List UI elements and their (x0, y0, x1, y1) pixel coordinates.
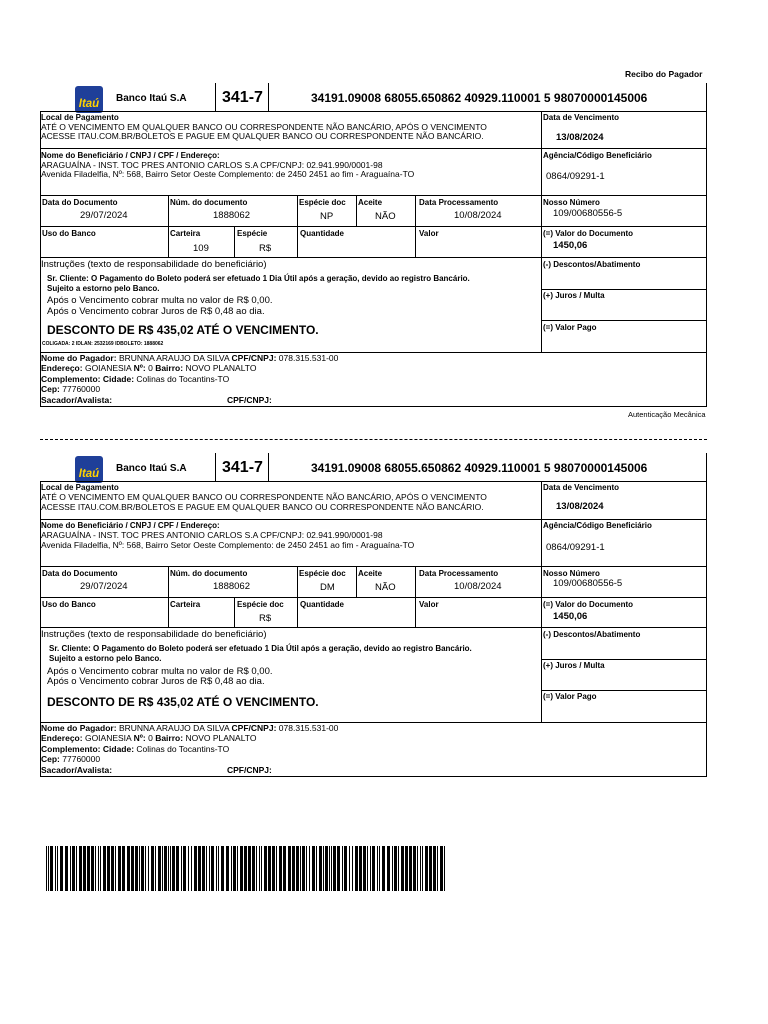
carteira-label: Carteira (170, 229, 201, 238)
num-documento-value: 1888062 (213, 210, 250, 221)
coligada-text: COLIGADA: 2 IDLAN: 2532169 IDBOLETO: 1888062 (42, 341, 164, 347)
endereco-line: Endereço: GOIANESIA Nº: 0 Bairro: NOVO PLANALTO (41, 733, 257, 743)
desconto-text: DESCONTO DE R$ 435,02 ATÉ O VENCIMENTO. (47, 323, 319, 337)
instrucoes-juros: Após o Vencimento cobrar Juros de R$ 0,48 ao dia. (47, 676, 265, 687)
quantidade-label: Quantidade (300, 229, 345, 238)
valor-documento-label: (=) Valor do Documento (543, 229, 634, 238)
uso-banco-label: Uso do Banco (42, 229, 96, 238)
pagador-line: Nome do Pagador: BRUNNA ARAUJO DA SILVA CPF/CNPJ: 078.315.531-00 (41, 723, 339, 733)
agencia-value: 0864/09291-1 (546, 542, 605, 553)
linha-digitavel[interactable]: 34191.09008 68055.650862 40929.110001 5 98070000145006 (311, 461, 648, 475)
nosso-numero-value: 109/00680556-5 (553, 208, 623, 219)
data-processamento-label: Data Processamento (419, 198, 499, 207)
especie-doc-value: NP (320, 211, 334, 222)
agencia-label: Agência/Código Beneficiário (543, 521, 652, 530)
complemento-line: Complemento: Cidade: Colinas do Tocantins-TO (41, 744, 230, 754)
valor-label: Valor (419, 229, 439, 238)
sacador-cpf-label: CPF/CNPJ: (227, 765, 272, 775)
nosso-numero-value: 109/00680556-5 (553, 578, 623, 589)
instrucoes-line2: Sujeito a estorno pelo Banco. (47, 284, 160, 293)
especie-value: R$ (259, 613, 272, 624)
agencia-label: Agência/Código Beneficiário (543, 151, 652, 160)
data-documento-label: Data do Documento (42, 569, 118, 578)
local-pagamento-line2: ACESSE ITAU.COM.BR/BOLETOS E PAGUE EM QUALQUER BANCO OU CORRESPONDENTE NÃO BANCÁRIO. (41, 502, 484, 512)
sacador-label: Sacador/Avalista: (41, 765, 113, 775)
instrucoes-multa: Após o Vencimento cobrar multa no valor de R$ 0,00. (47, 295, 273, 306)
especie-value: R$ (259, 243, 272, 254)
valor-pago-label: (=) Valor Pago (543, 692, 597, 701)
nosso-numero-label: Nosso Número (543, 569, 600, 578)
bank-code: 341-7 (222, 459, 263, 476)
data-processamento-value: 10/08/2024 (454, 210, 502, 221)
itau-logo: Itaú (75, 86, 103, 113)
descontos-label: (-) Descontos/Abatimento (543, 630, 641, 639)
local-pagamento-label: Local de Pagamento (41, 483, 119, 492)
autenticacao-mecanica: Autenticação Mecânica (628, 410, 706, 419)
local-pagamento-line2: ACESSE ITAU.COM.BR/BOLETOS E PAGUE EM QUALQUER BANCO OU CORRESPONDENTE NÃO BANCÁRIO. (41, 131, 484, 141)
data-documento-value: 29/07/2024 (80, 581, 128, 592)
endereco-line: Endereço: GOIANESIA Nº: 0 Bairro: NOVO PLANALTO (41, 363, 257, 373)
instrucoes-label: Instruções (texto de responsabilidade do beneficiário) (41, 629, 267, 640)
carteira-value: 109 (193, 243, 209, 254)
data-processamento-label: Data Processamento (419, 569, 499, 578)
instrucoes-juros: Após o Vencimento cobrar Juros de R$ 0,48 ao dia. (47, 306, 265, 317)
valor-pago-label: (=) Valor Pago (543, 323, 597, 332)
linha-digitavel[interactable]: 34191.09008 68055.650862 40929.110001 5 98070000145006 (311, 91, 648, 105)
especie-label: Espécie (237, 229, 268, 238)
aceite-value: NÃO (375, 211, 396, 222)
aceite-label: Aceite (358, 198, 383, 207)
especie-doc-label: Espécie doc (299, 569, 346, 578)
beneficiario-line2: Avenida Filadelfia, Nº: 568, Bairro Setor Oeste Complemento: de 2450 2451 ao fim - Araguaína-TO (41, 540, 415, 550)
juros-label: (+) Juros / Multa (543, 661, 605, 670)
descontos-label: (-) Descontos/Abatimento (543, 260, 641, 269)
especie-doc-2-label: Espécie doc (237, 600, 284, 609)
itau-logo: Itaú (75, 456, 103, 483)
valor-label: Valor (419, 600, 439, 609)
instrucoes-line1: Sr. Cliente: O Pagamento do Boleto poderá ser efetuado 1 Dia Útil após a geração, devido ao registro Bancário. (49, 644, 472, 653)
barcode (46, 846, 448, 891)
beneficiario-label: Nome do Beneficiário / CNPJ / CPF / Endereço: (41, 521, 220, 530)
uso-banco-label: Uso do Banco (42, 600, 96, 609)
data-documento-label: Data do Documento (42, 198, 118, 207)
local-pagamento-line1: ATÉ O VENCIMENTO EM QUALQUER BANCO OU CORRESPONDENTE NÃO BANCÁRIO, APÓS O VENCIMENTO (41, 492, 487, 502)
especie-doc-label: Espécie doc (299, 198, 346, 207)
juros-label: (+) Juros / Multa (543, 291, 605, 300)
num-documento-value: 1888062 (213, 581, 250, 592)
pagador-line: Nome do Pagador: BRUNNA ARAUJO DA SILVA CPF/CNPJ: 078.315.531-00 (41, 353, 339, 363)
bank-name: Banco Itaú S.A (116, 463, 187, 474)
instrucoes-line2: Sujeito a estorno pelo Banco. (49, 654, 162, 663)
especie-doc-value: DM (320, 582, 335, 593)
beneficiario-line1: ARAGUAÍNA - INST. TOC PRES ANTONIO CARLOS S.A CPF/CNPJ: 02.941.990/0001-98 (41, 160, 383, 170)
beneficiario-line2: Avenida Filadelfia, Nº: 568, Bairro Setor Oeste Complemento: de 2450 2451 ao fim - Araguaína-TO (41, 169, 415, 179)
data-processamento-value: 10/08/2024 (454, 581, 502, 592)
quantidade-label: Quantidade (300, 600, 345, 609)
sacador-cpf-label: CPF/CNPJ: (227, 395, 272, 405)
bank-code: 341-7 (222, 89, 263, 106)
valor-documento-value: 1450,06 (553, 611, 588, 622)
num-documento-label: Núm. do documento (170, 569, 248, 578)
num-documento-label: Núm. do documento (170, 198, 248, 207)
valor-documento-label: (=) Valor do Documento (543, 600, 634, 609)
desconto-text: DESCONTO DE R$ 435,02 ATÉ O VENCIMENTO. (47, 695, 319, 709)
instrucoes-multa: Após o Vencimento cobrar multa no valor de R$ 0,00. (47, 666, 273, 677)
aceite-label: Aceite (358, 569, 383, 578)
bank-name: Banco Itaú S.A (116, 93, 187, 104)
vencimento-label: Data de Vencimento (543, 113, 620, 122)
vencimento-label: Data de Vencimento (543, 483, 620, 492)
vencimento-value: 13/08/2024 (556, 501, 604, 512)
beneficiario-line1: ARAGUAÍNA - INST. TOC PRES ANTONIO CARLOS S.A CPF/CNPJ: 02.941.990/0001-98 (41, 530, 383, 540)
carteira-label: Carteira (170, 600, 201, 609)
agencia-value: 0864/09291-1 (546, 171, 605, 182)
valor-documento-value: 1450,06 (553, 240, 588, 251)
local-pagamento-label: Local de Pagamento (41, 113, 119, 122)
data-documento-value: 29/07/2024 (80, 210, 128, 221)
nosso-numero-label: Nosso Número (543, 198, 600, 207)
cep-line: Cep: 77760000 (41, 384, 101, 394)
sacador-label: Sacador/Avalista: (41, 395, 113, 405)
cut-line (40, 439, 707, 440)
instrucoes-label: Instruções (texto de responsabilidade do beneficiário) (41, 259, 267, 270)
instrucoes-line1: Sr. Cliente: O Pagamento do Boleto poderá ser efetuado 1 Dia Útil após a geração, devido ao registro Bancário. (47, 274, 470, 283)
cep-line: Cep: 77760000 (41, 754, 101, 764)
complemento-line: Complemento: Cidade: Colinas do Tocantins-TO (41, 374, 230, 384)
beneficiario-label: Nome do Beneficiário / CNPJ / CPF / Endereço: (41, 151, 220, 160)
vencimento-value: 13/08/2024 (556, 132, 604, 143)
aceite-value: NÃO (375, 582, 396, 593)
local-pagamento-line1: ATÉ O VENCIMENTO EM QUALQUER BANCO OU CORRESPONDENTE NÃO BANCÁRIO, APÓS O VENCIMENTO (41, 122, 487, 132)
recibo-pagador-title: Recibo do Pagador (625, 69, 703, 79)
